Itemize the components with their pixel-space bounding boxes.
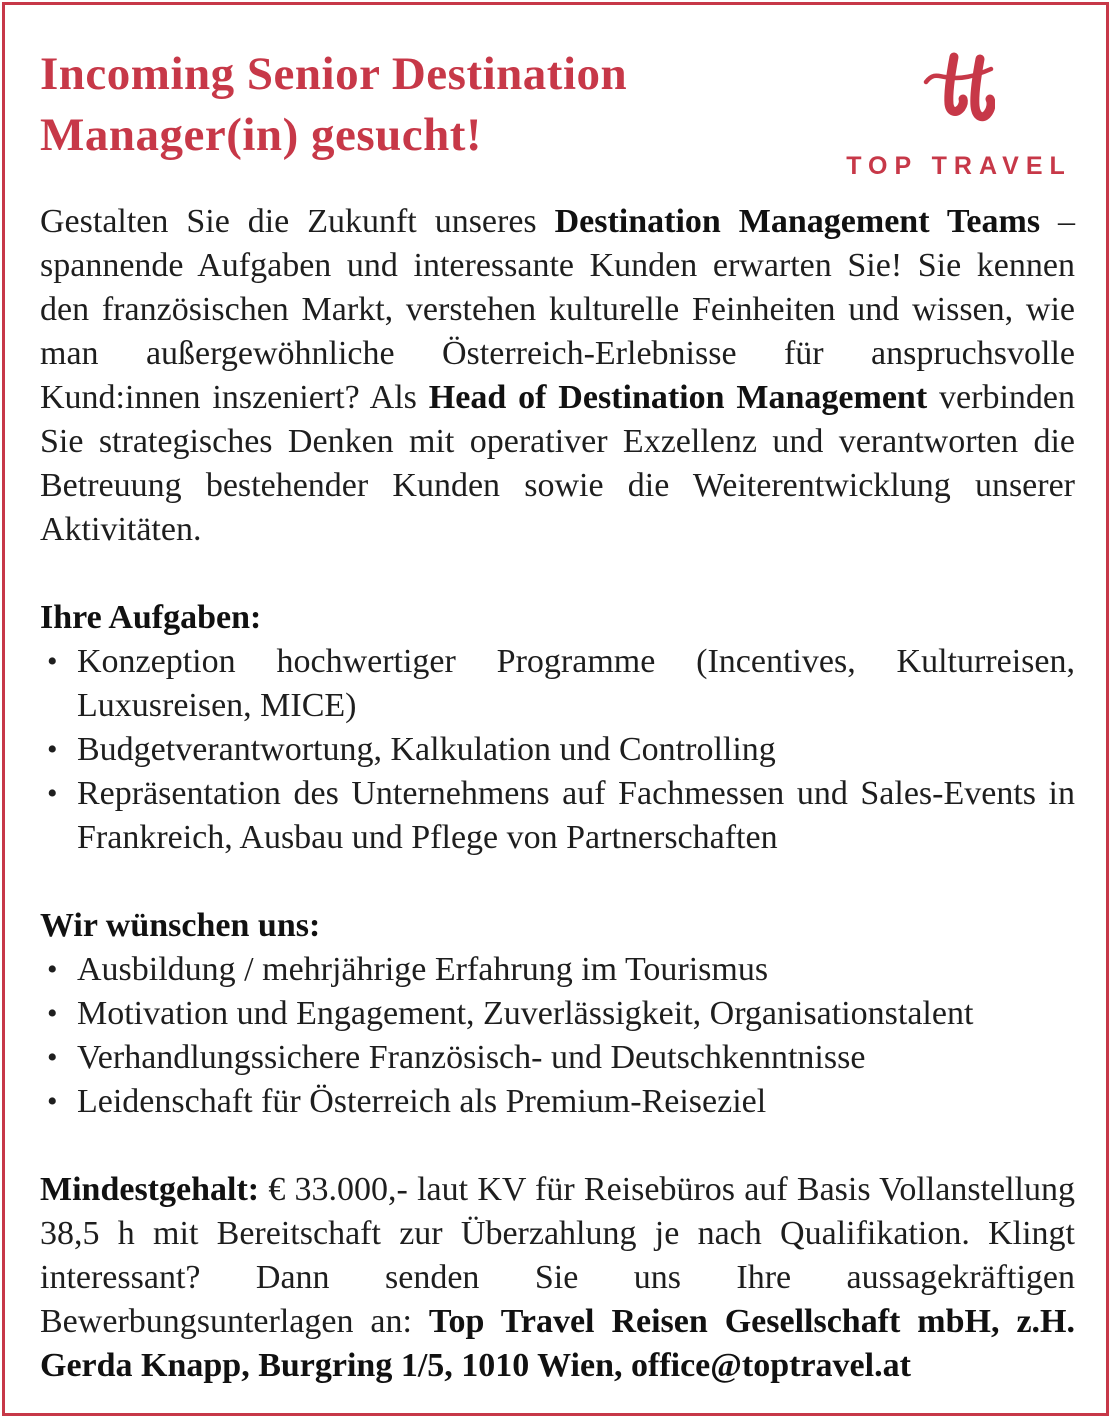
bullet-icon: •: [47, 997, 58, 1030]
top-travel-monogram-icon: [923, 48, 995, 140]
intro-bold-destination-team: Destination Management Teams: [554, 203, 1041, 240]
list-item: [40, 640, 1075, 728]
intro-paragraph: [40, 200, 1075, 552]
page-title-line-2: Manager(in) gesucht!: [40, 109, 483, 161]
list-item: [40, 728, 1075, 772]
bullet-icon: •: [47, 733, 58, 766]
job-ad-page: [40, 44, 1075, 1388]
list-item: [40, 992, 1075, 1036]
bullet-icon: •: [47, 777, 58, 810]
list-item: [40, 948, 1075, 992]
company-contact: Top Travel Reisen Gesellschaft mbH, z.H. Gerda Knapp, Burgring 1/5, 1010 Wien, office@toptravel.at: [40, 1303, 1075, 1384]
section-tasks: [40, 596, 1075, 860]
page-title: [40, 44, 830, 166]
section-wishes-heading: Wir wünschen uns:: [40, 907, 321, 944]
list-item-text: Motivation und Engagement, Zuverlässigkeit, Organisationstalent: [77, 995, 974, 1032]
section-wishes: [40, 904, 1075, 1124]
section-tasks-heading: Ihre Aufgaben:: [40, 599, 262, 636]
list-item-text: Ausbildung / mehrjährige Erfahrung im Tourismus: [77, 951, 769, 988]
top-travel-logo: [843, 48, 1075, 181]
page-title-line-1: Incoming Senior Destination: [40, 48, 628, 100]
list-item: [40, 1036, 1075, 1080]
top-travel-wordmark: TOP TRAVEL: [846, 152, 1072, 180]
list-item-text: Leidenschaft für Österreich als Premium-Reiseziel: [77, 1083, 767, 1120]
page-header: [40, 44, 1075, 180]
intro-text: – spannende Aufgaben und interessante Kunden erwarten Sie! Sie kennen den französischen Markt, verstehen kulturelle Feinheiten und wissen, wie man außergewöhnliche Österreich-Erlebnisse für anspruchsvolle Kund:innen inszeniert? Als: [40, 203, 1076, 416]
bullet-icon: •: [47, 1041, 58, 1074]
closing-paragraph: [40, 1168, 1075, 1388]
list-item: [40, 1080, 1075, 1124]
list-item-text: Verhandlungssichere Französisch- und Deutschkenntnisse: [77, 1039, 866, 1076]
list-item-text: Budgetverantwortung, Kalkulation und Controlling: [77, 731, 776, 768]
salary-label: Mindestgehalt:: [40, 1171, 260, 1208]
tasks-list: [40, 640, 1075, 860]
list-item-text: Konzeption hochwertiger Programme (Incentives, Kulturreisen, Luxusreisen, MICE): [77, 643, 1075, 724]
intro-text: verbinden Sie strategisches Denken mit operativer Exzellenz und verantworten die Betreuung bestehender Kunden sowie die Weiterentwicklung unserer Aktivitäten.: [40, 379, 1075, 548]
closing-text: € 33.000,- laut KV für Reisebüros auf Basis Vollanstellung 38,5 h mit Bereitschaft zur Überzahlung je nach Qualifikation. Klingt interessant? Dann senden Sie uns Ihre aussagekräftigen Bewerbungsunterlagen an:: [40, 1171, 1075, 1340]
intro-bold-head-of-destination: Head of Destination Management: [428, 379, 928, 416]
list-item-text: Repräsentation des Unternehmens auf Fachmessen und Sales-Events in Frankreich, Ausbau und Pflege von Partnerschaften: [77, 775, 1075, 856]
bullet-icon: •: [47, 1085, 58, 1118]
bullet-icon: •: [47, 953, 58, 986]
list-item: [40, 772, 1075, 860]
bullet-icon: •: [47, 645, 58, 678]
intro-text: Gestalten Sie die Zukunft unseres: [40, 203, 555, 240]
wishes-list: [40, 948, 1075, 1124]
